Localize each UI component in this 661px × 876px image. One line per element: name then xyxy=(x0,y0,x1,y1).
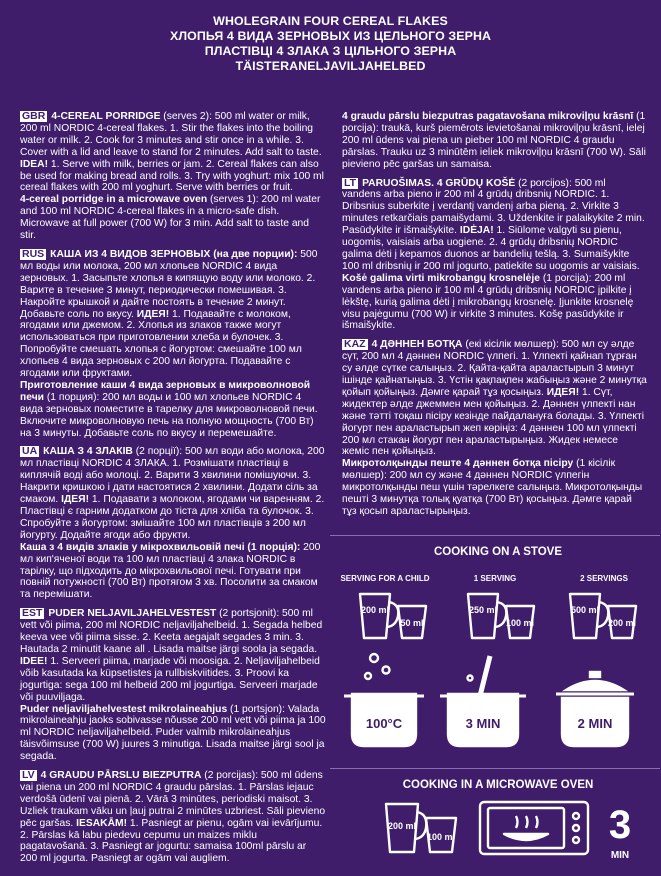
title-block xyxy=(0,14,661,74)
title-ua: ПЛАСТІВЦІ 4 ЗЛАКА З ЦІЛЬНОГО ЗЕРНА xyxy=(204,44,457,58)
microwave-title: COOKING IN A MICROWAVE OVEN xyxy=(402,779,594,791)
est-text: (2 portsjonit): 500 ml vett või piima, 200 ml NORDIC neljaviljahelbeid. 1. Segada helbed keeva vee või piima sisse. 2. Keeta aegajalt segades 3 min. 3. Hautada 2 minutit kaane all . Lisada maitse järgi soola ja segada. xyxy=(20,608,323,655)
section-gbr xyxy=(20,111,326,242)
kaz-microwave-text: (1 кісілік мөлшер): 200 мл су және 4 дәннен NORDIC үлпегін микротолқынды пеш үшін тәрелкеге салыңыз. Микротолқынды пешті 3 минутқа толық қуатқа (700 Вт) қосыңыз. Дәмге қарай тұз қосып араластырыңыз. xyxy=(342,458,643,517)
microwave-divider xyxy=(330,768,660,769)
gbr-microwave-text: (serves 1): 200 ml water and 100 ml NORDIC 4-cereal flakes in a micro-safe dish. Microwave at full power (700 W) for 3 min. Add salt to taste and stir. xyxy=(20,194,321,242)
stove-title: COOKING ON A STOVE xyxy=(433,546,562,558)
lt-idea: IDĖJA! xyxy=(459,225,494,237)
kaz-heading: 4 ДӘННЕН БОТҚА xyxy=(371,339,463,351)
lt-text-2: 1. Siūlome valgyti su pienu, uogomis, vaisiais arba uogiene. 2. 4 grūdų dribsnių NORDIC galima dėti į kepamos duonos ar bandelių tešlą. 3. Sumaišykite 100 ml dribsnių ir 200 ml jogurto, patiekite su uogomis ar vaisiais. xyxy=(342,225,640,272)
section-lv xyxy=(20,770,326,865)
kaz-text: (екі кісілік мөлшер): 500 мл су әлде сүт, 200 мл 4 дәннен NORDIC үлпегі. 1. Үлпекті қайнап тұрған су әлде сүтке салыңыз. 2. Қайта-қайта араластырып 3 минут ішінде қайнатыңыз. 3. Үстін қақпақпен жабыңыз және 2 минутқа қойып қойыңыз. Дәмге қарай тұз қосыңыз. xyxy=(342,339,647,398)
lang-badge-lv: LV xyxy=(22,769,35,782)
lv-text: (2 porcijas): 500 ml ūdens vai piena un 200 ml NORDIC 4 graudu pārslas. 1. Pārslas iejauc verdošā ūdenī vai pienā. 2. Vārā 3 minūtes, periodiski maisot. 3. Uzliek traukam vāku un ļauj putrai 2 minūtes uzbriest. Sāli pievieno pēc garšas. xyxy=(20,770,326,829)
rus-heading: КАША ИЗ 4 ВИДОВ ЗЕРНОВЫХ (на две порции): xyxy=(50,248,298,260)
microwave-jug-amount: 200 ml xyxy=(387,821,417,831)
lidded-pot-icon xyxy=(556,672,634,746)
cup-amount-two: 200 ml xyxy=(607,618,637,628)
kaz-microwave-heading: Микротолқынды пеште 4 дәннен ботқа пісіру xyxy=(342,458,574,470)
gbr-heading: 4-CEREAL PORRIDGE xyxy=(51,111,161,122)
step-rest-time: 2 MIN xyxy=(577,716,613,731)
lv-heading: 4 GRAUDU PĀRSLU BIEZPUTRA xyxy=(40,770,202,782)
lt-microwave-heading: Košė galima virti mikrobangų krosnelėje xyxy=(342,272,540,284)
section-rus xyxy=(20,249,326,440)
est-idea: IDEE! xyxy=(20,655,48,667)
serving-label-one: 1 SERVING xyxy=(473,574,517,583)
section-ua xyxy=(20,446,326,601)
stove-steps xyxy=(330,650,661,760)
rus-idea: ИДЕЯ! xyxy=(136,308,170,320)
ua-microwave-text: 200 мл кип'яченої води та 100 мл пластівці 4 злака NORDIC в тарілку, що підходить до мікрохвильової печі. Готувати при повній потужності (700 Вт) протягом 3 хв. Посолити за смаком та перемішати. xyxy=(20,541,321,601)
step-temperature: 100°C xyxy=(365,716,403,731)
lang-badge-lt: LT xyxy=(344,176,357,189)
right-column xyxy=(342,111,647,525)
jug-amount-one: 250 ml xyxy=(468,605,498,615)
lang-badge-est: EST xyxy=(22,607,43,620)
section-est xyxy=(20,608,326,763)
microwave-time-number: 3 xyxy=(608,803,632,847)
ua-heading: КАША З 4 ЗЛАКІВ xyxy=(43,446,133,458)
jug-amount-child: 200 ml xyxy=(360,605,390,615)
lv-microwave-heading: 4 graudu pārslu biezputras pagatavošana mikroviļņu krāsnī xyxy=(342,111,634,122)
lang-badge-rus: RUS xyxy=(22,247,45,260)
section-lv-microwave xyxy=(342,111,647,171)
ua-text-2: 1. Подавати з молоком, ягодами чи варенням. 2. Пластівці є гарним додатком до тіста для хліба та булочок. 3. Спробуйте з йогуртом: змішайте 100 мл пластівців з 200 мл йогурту. Додайте ягоди або фрукти. xyxy=(20,494,325,541)
gbr-text: (serves 2): 500 ml water or milk, 200 ml NORDIC 4-cereal flakes. 1. Stir the flakes into the boiling water or milk. 2. Cook for 3 minutes and stir once in a while. 3. Cover with a lid and leave to stand for 2 minutes. Add salt to taste. xyxy=(20,111,322,158)
lt-heading: PARUOŠIMAS. 4 GRŪDŲ KOŠĖ xyxy=(362,177,516,189)
microwave-cup-amount: 100 ml xyxy=(426,832,456,842)
microwave-oven-icon xyxy=(480,802,588,854)
measuring-jug-icon xyxy=(570,594,608,638)
title-en: WHOLEGRAIN FOUR CEREAL FLAKES xyxy=(213,14,448,28)
serving-label-two: 2 SERVINGS xyxy=(580,574,628,583)
lv-text-2: 1. Pasniegt ar pienu, ogām vai ievārījumu. 2. Pārslas kā labu piedevu cepumu un maizes miklu pagatavošanā. 3. Pasniegt ar jogurtu: samaisa 100ml pārslu ar 200 ml jogurta. Pasniegt ar ogām vai augliem. xyxy=(20,817,323,865)
left-column xyxy=(20,111,326,872)
title-ru: ХЛОПЬЯ 4 ВИДА ЗЕРНОВЫХ ИЗ ЦЕЛЬНОГО ЗЕРНА xyxy=(169,29,492,43)
servings-measures xyxy=(330,586,661,652)
lv-microwave-text: (1 porcija): traukā, kurš piemērots ievietošanai mikroviļņu krāsnī, ielej 200 ml ūdens vai piena un pieber 100 ml NORDIC 4 graudu pārslas. Trauku uz 3 minūtēm ieliek mikroviļņu krāsnī (700 W). Sāli pievieno pēc garšas un samaisa. xyxy=(342,111,646,170)
gbr-microwave-heading: 4-cereal porridge in a microwave oven xyxy=(20,194,208,206)
kaz-idea: ИДЕЯ! xyxy=(546,386,580,398)
jug-amount-two: 500 ml xyxy=(570,605,600,615)
serving-label-child: SERVING FOR A CHILD xyxy=(340,574,430,583)
step-cook-time: 3 MIN xyxy=(465,716,501,731)
lang-badge-gbr: GBR xyxy=(22,110,46,122)
ua-idea: ІДЕЯ! xyxy=(61,494,90,506)
measuring-jug-icon xyxy=(468,594,506,638)
ua-microwave-heading: Каша з 4 видів злаків у мікрохвильовій печі (1 порція): xyxy=(20,541,301,553)
est-text-2: 1. Serveeri piima, marjade või moosiga. 2. Neljaviljahelbeid võib kasutada ka küpsetistes ja rullbiskviitides. 3. Proovi ka jogurtiga: sega 100 ml helbeid 200 ml jogurtiga. Serveeri marjade või puuviljaga. xyxy=(20,655,320,703)
lv-idea: IESAKĀM! xyxy=(76,817,128,829)
rus-text: 500 мл воды или молока, 200 мл хлопьев NORDIC 4 вида зерновых. 1. Засыпьте хлопья в кипящую воду или молоко. 2. Варите в течение 3 минут, периодически помешивая. 3. Накройте крышкой и дайте постоять в течение 2 минут. Добавьте соль по вкусу. xyxy=(20,248,318,320)
est-microwave-heading: Puder neljaviljahelvestest mikrolaineahjus xyxy=(20,703,228,715)
microwave-steps xyxy=(330,796,661,874)
cup-amount-child: 50 ml xyxy=(400,618,424,628)
gbr-idea: IDEA! xyxy=(20,158,49,170)
gbr-text-2: 1. Serve with milk, berries or jam. 2. Cereal flakes can also be used for making bread and rolls. 3. Try with yoghurt: mix 100 ml cereal flakes with 200 ml yoghurt. Serve with berries or fruit. xyxy=(20,158,324,194)
rus-text-2: 1. Подавайте с молоком, ягодами или джемом. 2. Хлопья из злаков также могут использоваться при приготовлении хлеба и булочек. 3. Попробуйте смешать хлопья с йогуртом: смешайте 100 мл хлопьев 4 вида зерновых с 200 мл йогурта. Подавайте с ягодами или фруктами. xyxy=(20,308,302,380)
microwave-time-unit: MIN xyxy=(610,850,630,861)
boiling-pot-icon xyxy=(344,654,424,746)
est-heading: PUDER NELJAVILJAHELVESTEST xyxy=(48,608,217,620)
stirring-pot-icon xyxy=(440,656,526,746)
title-est: TÄISTERANELJAVILJAHELBED xyxy=(235,59,426,73)
section-kaz xyxy=(342,339,647,518)
lt-microwave-text: (1 porcija): 200 ml vandens arba pieno ir 100 ml 4 grūdų dribsnių NORDIC įpilkite į lėkštę, kurią galima dėti į mikrobangų krosnelę. Įjunkite krosnelę visu pajėgumu (700 W) ir virkite 3 minutes. Košę pasūdykite ir išmaišykite. xyxy=(342,272,634,332)
lang-badge-ua: UA xyxy=(22,445,38,458)
section-lt xyxy=(342,178,647,333)
est-microwave-text: (1 portsjon): Valada mikrolaineahju jaoks sobivasse nõusse 200 ml vett või piima ja 100 ml NORDIC neljaviljahelbeid. Puder valmib mikrolaineahjus täisvõimsuse (700 W) juures 3 minutiga. Lisada maitse järgi sool ja segada. xyxy=(20,703,326,763)
rus-microwave-heading: Приготовление каши 4 вида зерновых в микроволновой печи xyxy=(20,379,311,403)
kaz-text-2: 1. Сүт, жидектер әлде джеммен мен қойыңыз. 2. Дәннен үлпекті нан және тәтті тоқаш пісіру кезінде пайдалануға болады. 3. Үлпекті йогурт пен араластырып жеп көріңіз: 4 дәннен 100 мл үлпекті 200 мл стакан йогурт пен араластырыңыз. Жидек немесе жеміс пен қойыңыз. xyxy=(342,386,644,458)
cup-amount-one: 100 ml xyxy=(505,618,535,628)
lt-text: (2 porcijos): 500 ml vandens arba pieno ir 200 ml 4 grūdų dribsnių NORDIC. 1. Dribsnius suberkite į verdantį vandenį arba pieną. 2. Virkite 3 minutes retkarčiais pamaišydami. 3. Uždenkite ir palaikykite 2 min. Pasūdykite ir išmaišykite. xyxy=(342,177,645,237)
rus-microwave-text: (1 порция): 200 мл воды и 100 мл хлопьев NORDIC 4 вида зерновых поместите в тарелку для микроволновой печи. Включите микроволновую печь на полную мощность (700 Вт) на 3 минуты. Добавьте соль по вкусу и перемешайте. xyxy=(20,391,318,439)
measuring-jug-icon xyxy=(360,594,398,638)
stove-divider xyxy=(330,535,660,536)
lang-badge-kaz: KAZ xyxy=(344,338,366,351)
ua-text: (2 порції): 500 мл води або молока, 200 мл пластівці NORDIC 4 ЗЛАКА. 1. Розмішати пластівці в киплячій воді або молоці. 2. Варити 3 хвилини помішуючи. 3. Накрити кришкою і дати настоятися 2 хвилини. Додати сіль за смаком. xyxy=(20,446,325,506)
